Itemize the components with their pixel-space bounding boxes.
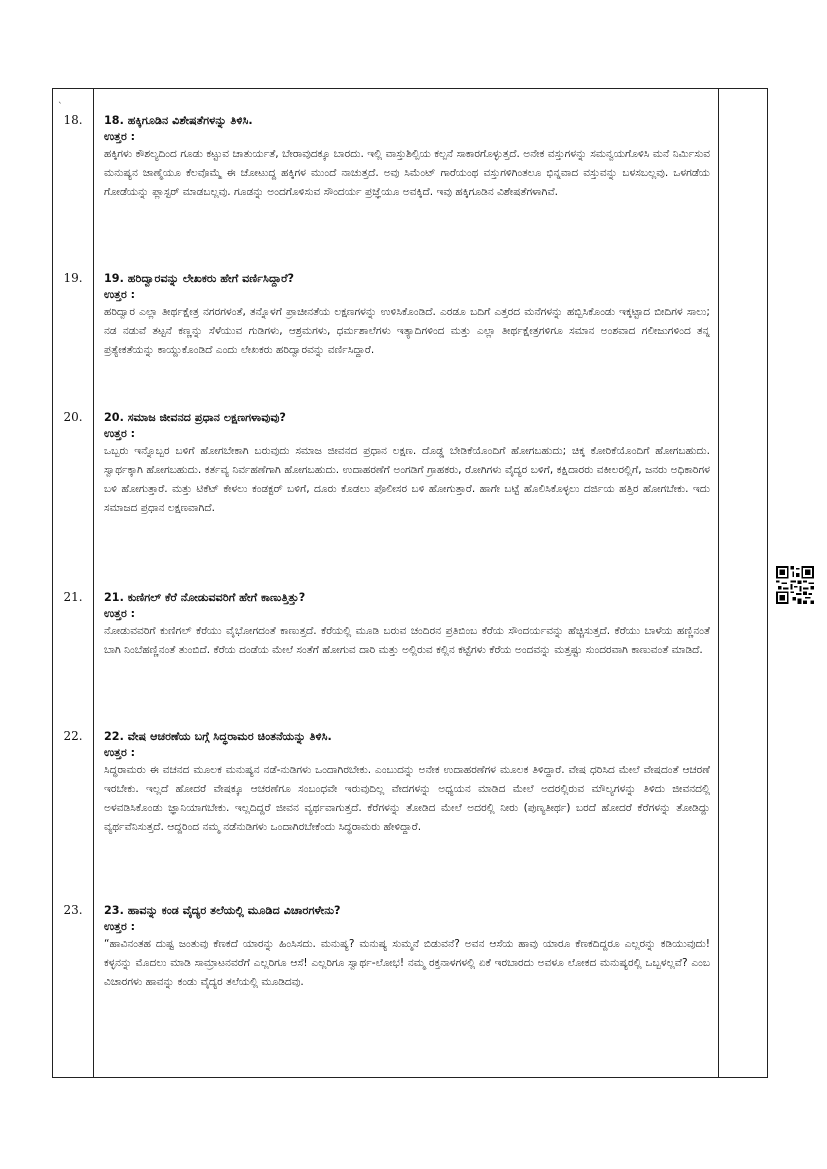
question-title: 23. ಹಾವನ್ನು ಕಂಡ ವೈದ್ಯರ ತಲೆಯಲ್ಲಿ ಮೂಡಿದ ವಿಚಾರಗಳೇನು? [104, 904, 341, 917]
question-number: 21. [63, 590, 83, 604]
answer-text: ಹಕ್ಕಿಗಳು ಕೌಶಲ್ಯದಿಂದ ಗೂಡು ಕಟ್ಟುವ ಚಾತುರ್ಯತೆ, ಬೇರಾವುದಕ್ಕೂ ಬಾರದು. ಇಲ್ಲಿ ವಾಸ್ತುಶಿಲ್ಪಿಯ ಕಲ್ಪನೆ ಸಾಕಾರಗೊಳ್ಳುತ್ತದೆ. ಅನೇಕ ವಸ್ತುಗಳನ್ನು ಸಮನ್ವಯಗೊಳಿಸಿ ಮನೆ ನಿರ್ಮಿಸುವ ಮನುಷ್ಯನ ಜಾಣ್ಮೆಯೂ ಕೆಲವೊಮ್ಮೆ ಈ ಚೋಟುದ್ದ ಹಕ್ಕಿಗಳ ಮುಂದೆ ನಾಚುತ್ತದೆ. ಅವು ಸಿಮೆಂಟ್ ಗಾರೆಯಂಥ ವಸ್ತುಗಳಿಗಿಂತಲೂ ಭಿನ್ನವಾದ ವಸ್ತುವನ್ನು ಬಳಸಬಲ್ಲವು. ಒಳಗಡೆಯ ಗೋಡೆಯನ್ನು ಪ್ಲಾಸ್ಟರ್ ಮಾಡಬಲ್ಲವು. ಗೂಡನ್ನು ಅಂದಗೊಳಿಸುವ ಸೌಂದರ್ಯ ಪ್ರಜ್ಞೆಯೂ ಅವಕ್ಕಿದೆ. ಇವು ಹಕ್ಕಿಗೂಡಿನ ವಿಶೇಷತೆಗಳಾಗಿವೆ. [104, 148, 710, 198]
question-title: 22. ವೇಷ ಆಚರಣೆಯ ಬಗ್ಗೆ ಸಿದ್ಧರಾಮರ ಚಿಂತನೆಯನ್ನು ತಿಳಿಸಿ. [104, 730, 332, 743]
column-divider-left [93, 88, 94, 1078]
answer-text: ಒಬ್ಬರು ಇನ್ನೊಬ್ಬರ ಬಳಿಗೆ ಹೋಗಬೇಕಾಗಿ ಬರುವುದು ಸಮಾಜ ಜೀವನದ ಪ್ರಧಾನ ಲಕ್ಷಣ. ದೊಡ್ಡ ಬೇಡಿಕೆಯೊಂದಿಗೆ ಹೋಗಬಹುದು; ಚಿಕ್ಕ ಕೋರಿಕೆಯೊಂದಿಗೆ ಹೋಗಬಹುದು. ಸ್ವಾರ್ಥಕ್ಕಾಗಿ ಹೋಗಬಹುದು. ಕರ್ತವ್ಯ ನಿರ್ವಹಣೆಗಾಗಿ ಹೋಗಬಹುದು. ಉದಾಹರಣೆಗೆ ಅಂಗಡಿಗೆ ಗ್ರಾಹಕರು, ರೋಗಿಗಳು ವೈದ್ಯರ ಬಳಿಗೆ, ಕಕ್ಷಿದಾರರು ವಕೀಲರಲ್ಲಿಗೆ, ಜನರು ಅಧಿಕಾರಿಗಳ ಬಳಿ ಹೋಗುತ್ತಾರೆ. ಮತ್ತು ಟಿಕೆಟ್ ಕೇಳಲು ಕಂಡಕ್ಟರ್ ಬಳಿಗೆ, ದೂರು ಕೊಡಲು ಪೊಲೀಸರ ಬಳಿ ಹೋಗುತ್ತಾರೆ. ಹಾಗೇ ಬಟ್ಟೆ ಹೊಲಿಸಿಕೊಳ್ಳಲು ದರ್ಜಿಯ ಹತ್ತಿರ ಹೋಗಬೇಕು. ಇದು ಸಮಾಜದ ಪ್ರಧಾನ ಲಕ್ಷಣವಾಗಿದೆ. [104, 445, 710, 514]
question-number: 19. [63, 271, 83, 285]
answer-label: ಉತ್ತರ : [104, 427, 135, 440]
tick-mark: ` [58, 102, 63, 112]
answer-label: ಉತ್ತರ : [104, 607, 135, 620]
column-divider-right [718, 88, 719, 1078]
qr-code [776, 566, 814, 604]
question-title: 20. ಸಮಾಜ ಜೀವನದ ಪ್ರಧಾನ ಲಕ್ಷಣಗಳಾವುವು? [104, 411, 286, 424]
answer-label: ಉತ್ತರ : [104, 130, 135, 143]
question-number: 23. [63, 903, 83, 917]
question-block [104, 903, 710, 992]
question-block [104, 113, 710, 202]
answer-text: “ಹಾವಿನಂತಹ ದುಷ್ಟ ಜಂತುವು ಕೆಣಕದೆ ಯಾರನ್ನು ಹಿಂಸಿಸದು. ಮನುಷ್ಯ? ಮನುಷ್ಯ ಸುಮ್ಮನೆ ಬಿಡುವನೆ? ಅವನ ಆಸೆಯ ಹಾವು ಯಾರೂ ಕೆಣಕದಿದ್ದರೂ ಎಲ್ಲರನ್ನು ಕಡಿಯುವುದು! ಕಳ್ಳನನ್ನು ಮೊದಲು ಮಾಡಿ ಸಾಮ್ರಾಟನವರೆಗೆ ಎಲ್ಲರಿಗೂ ಆಸೆ! ಎಲ್ಲರಿಗೂ ಸ್ವಾರ್ಥ-ಲೋಭ! ನಮ್ಮ ರಕ್ತನಾಳಗಳಲ್ಲಿ ಏಕೆ ಇರಬಾರದು ಅವಳೂ ಲೋಕದ ಮನುಷ್ಯರಲ್ಲಿ ಒಬ್ಬಳಲ್ಲವೆ? ಎಂಬ ವಿಚಾರಗಳು ಹಾವನ್ನು ಕಂಡು ವೈದ್ಯರ ತಲೆಯಲ್ಲಿ ಮೂಡಿದವು. [104, 938, 710, 988]
answer-label: ಉತ್ತರ : [104, 288, 135, 301]
question-block [104, 729, 710, 837]
answer-label: ಉತ್ತರ : [104, 746, 135, 759]
question-number: 20. [63, 410, 83, 424]
question-title: 21. ಕುಣಿಗಲ್ ಕೆರೆ ನೋಡುವವರಿಗೆ ಹೇಗೆ ಕಾಣುತ್ತಿತ್ತು? [104, 591, 306, 604]
question-block [104, 271, 710, 360]
question-title: 19. ಹರಿದ್ವಾರವನ್ನು ಲೇಖಕರು ಹೇಗೆ ವರ್ಣಿಸಿದ್ದಾರೆ? [104, 272, 295, 285]
answer-text: ಸಿದ್ಧರಾಮರು ಈ ವಚನದ ಮೂಲಕ ಮನುಷ್ಯನ ನಡೆ-ನುಡಿಗಳು ಒಂದಾಗಿರಬೇಕು. ಎಂಬುದನ್ನು ಅನೇಕ ಉದಾಹರಣೆಗಳ ಮೂಲಕ ತಿಳಿದ್ದಾರೆ. ವೇಷ ಧರಿಸಿದ ಮೇಲೆ ವೇಷದಂತೆ ಆಚರಣೆ ಇರಬೇಕು. ಇಲ್ಲದೆ ಹೋದರೆ ವೇಷಕ್ಕೂ ಆಚರಣೆಗೂ ಸಂಬಂಧವೇ ಇರುವುದಿಲ್ಲ ವೇದಗಳನ್ನು ಅಧ್ಯಯನ ಮಾಡಿದ ಮೇಲೆ ಅದರಲ್ಲಿರುವ ಮೌಲ್ಯಗಳನ್ನು ತಿಳಿದು ಜೀವನದಲ್ಲಿ ಅಳವಡಿಸಿಕೊಂಡು ಜ್ಞಾನಿಯಾಗಬೇಕು. ಇಲ್ಲದಿದ್ದರೆ ಜೀವನ ವ್ಯರ್ಥವಾಗುತ್ತದೆ. ಕೆರೆಗಳನ್ನು ತೋಡಿದ ಮೇಲೆ ಅದರಲ್ಲಿ ನೀರು (ಪುಣ್ಯತೀರ್ಥ) ಬರದೆ ಹೋದರೆ ಕೆರೆಗಳನ್ನು ತೋಡಿದ್ದು ವ್ಯರ್ಥವೆನಿಸುತ್ತದೆ. ಆದ್ದರಿಂದ ನಮ್ಮ ನಡೆನುಡಿಗಳು ಒಂದಾಗಿರಬೇಕೆಂದು ಸಿದ್ಧರಾಮರು ಹೇಳಿದ್ದಾರೆ. [104, 764, 710, 833]
question-title: 18. ಹಕ್ಕಿಗೂಡಿನ ವಿಶೇಷತೆಗಳನ್ನು ತಿಳಿಸಿ. [104, 114, 253, 127]
question-number: 18. [63, 113, 83, 127]
answer-label: ಉತ್ತರ : [104, 920, 135, 933]
answer-text: ನೋಡುವವರಿಗೆ ಕುಣಿಗಲ್ ಕೆರೆಯು ವೈಭೋಗದಂತೆ ಕಾಣುತ್ತದೆ. ಕೆರೆಯಲ್ಲಿ ಮೂಡಿ ಬರುವ ಚಂದಿರನ ಪ್ರತಿಬಿಂಬ ಕೆರೆಯ ಸೌಂದರ್ಯವನ್ನು ಹೆಚ್ಚಿಸುತ್ತದೆ. ಕೆರೆಯು ಬಾಳೆಯ ಹಣ್ಣಿನಂತೆ ಬಾಗಿ ನಿಂಬೆಹಣ್ಣಿನಂತೆ ತುಂಬಿದೆ. ಕೆರೆಯ ದಂಡೆಯ ಮೇಲೆ ಸಂತೆಗೆ ಹೋಗುವ ದಾರಿ ಮತ್ತು ಅಲ್ಲಿರುವ ಕಲ್ಲಿನ ಕಟ್ಟೆಗಳು ಕೆರೆಯ ಅಂದವನ್ನು ಮತ್ತಷ್ಟು ಸುಂದರವಾಗಿ ಕಾಣುವಂತೆ ಮಾಡಿದೆ. [104, 625, 710, 656]
question-block [104, 590, 710, 660]
answer-text: ಹರಿದ್ವಾರ ಎಲ್ಲಾ ತೀರ್ಥಕ್ಷೇತ್ರ ನಗರಗಳಂತೆ, ತನ್ನೊಳಗೆ ಪ್ರಾಚೀನತೆಯ ಲಕ್ಷಣಗಳನ್ನು ಉಳಿಸಿಕೊಂಡಿದೆ. ಎರಡೂ ಬದಿಗೆ ಎತ್ತರದ ಮನೆಗಳನ್ನು ಹಬ್ಬಿಸಿಕೊಂಡು ಇಕ್ಕಟ್ಟಾದ ಬೀದಿಗಳ ಸಾಲು; ನಡ ನಡುವೆ ತಟ್ಟನೆ ಕಣ್ಣನ್ನು ಸೆಳೆಯುವ ಗುಡಿಗಳು, ಆಶ್ರಮಗಳು, ಧರ್ಮಶಾಲೆಗಳು ಇತ್ಯಾದಿಗಳಿಂದ ಮತ್ತು ಎಲ್ಲಾ ತೀರ್ಥಕ್ಷೇತ್ರಗಳಿಗೂ ಸಮಾನ ಅಂಶವಾದ ಗಲೀಜುಗಳಿಂದ ತನ್ನ ಪ್ರತ್ಯೇಕತೆಯನ್ನು ಕಾಯ್ದುಕೊಂಡಿದೆ ಎಂದು ಲೇಖಕರು ಹರಿದ್ವಾರವನ್ನು ವರ್ಣಿಸಿದ್ದಾರೆ. [104, 306, 710, 356]
question-block [104, 410, 710, 518]
question-number: 22. [63, 729, 83, 743]
